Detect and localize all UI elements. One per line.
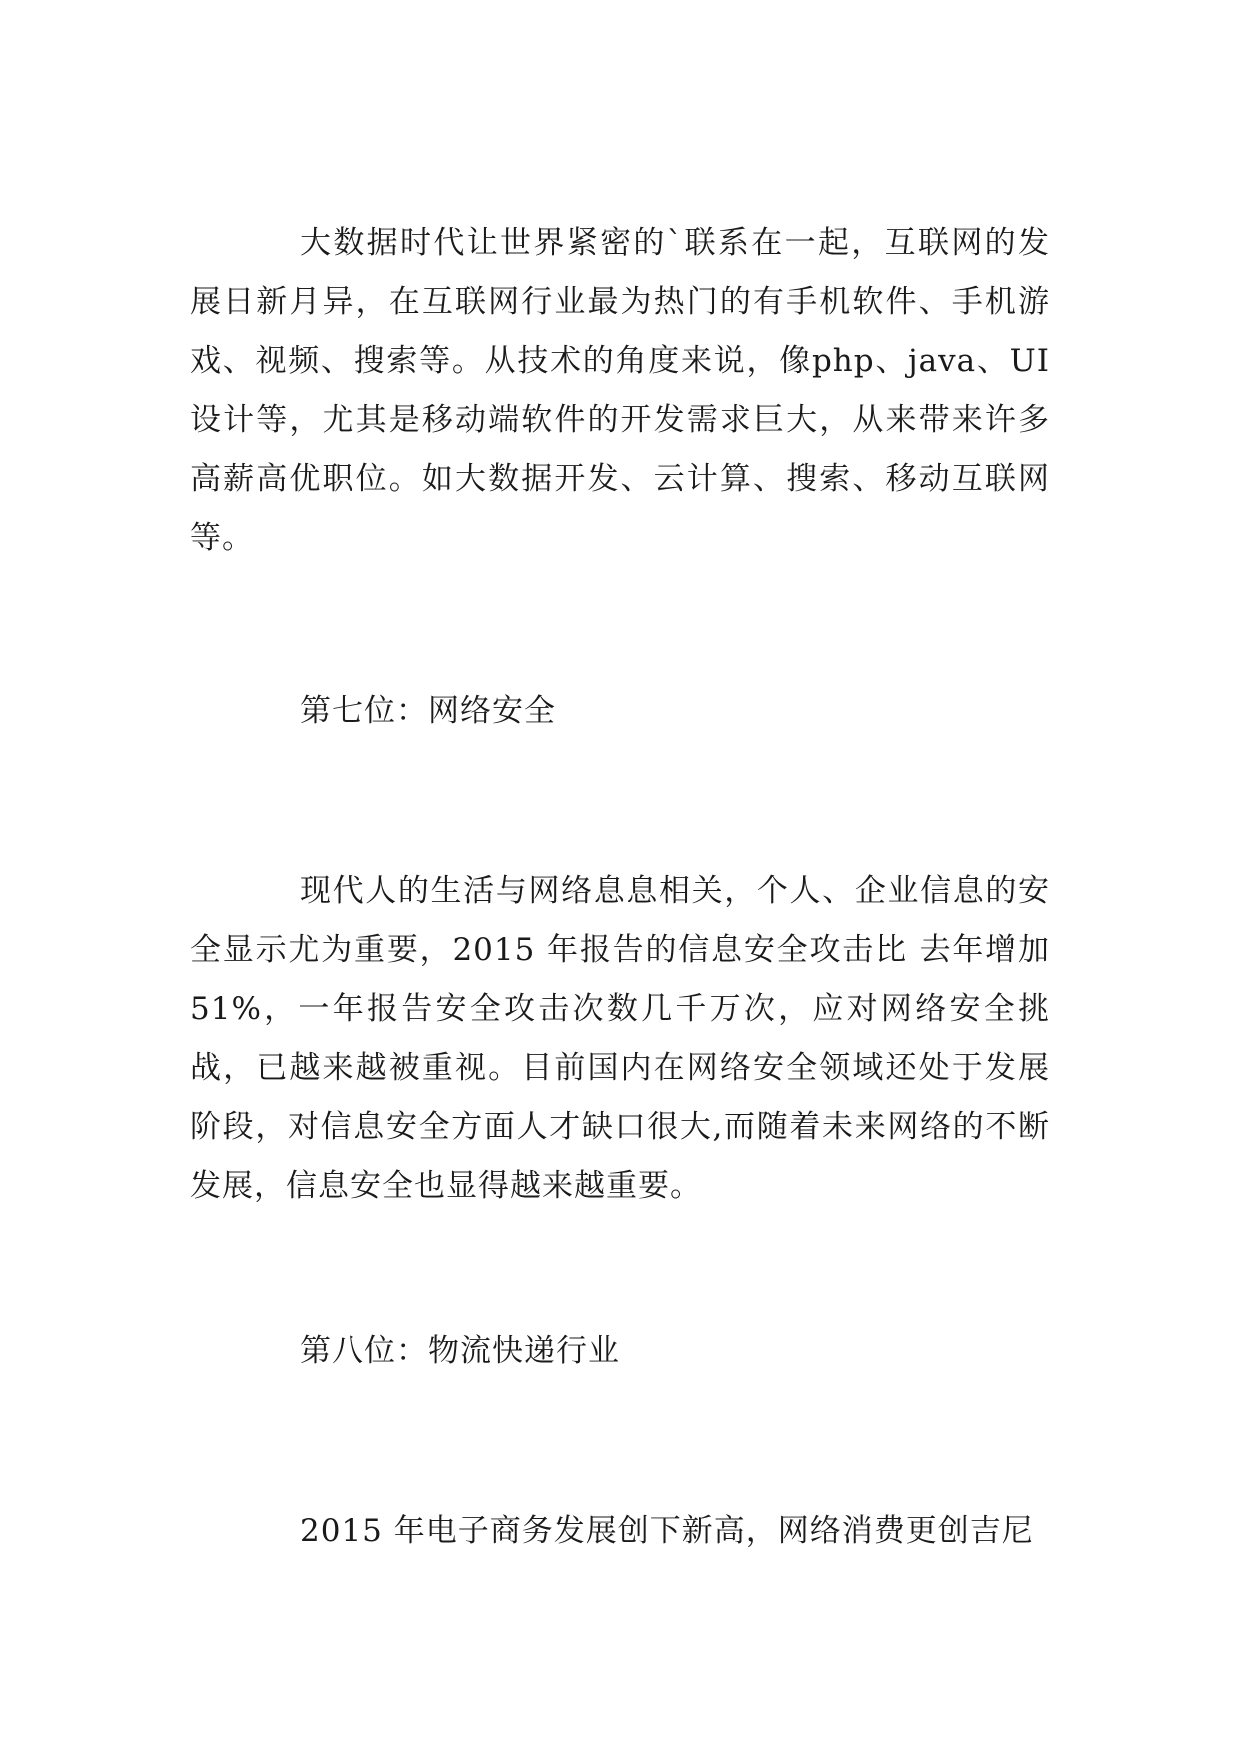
section-heading-network-security: 第七位：网络安全 bbox=[300, 693, 556, 729]
section-heading-logistics: 第八位：物流快递行业 bbox=[300, 1333, 620, 1369]
paragraph-logistics: 2015 年电子商务发展创下新高，网络消费更创吉尼 bbox=[300, 1513, 1034, 1549]
paragraph-network-security: 现代人的生活与网络息息相关，个人、企业信息的安全显示尤为重要，2015 年报告的信息安全攻击比 去年增加51%，一年报告安全攻击次数几千万次，应对网络安全挑战，已越来越被重视。目前国内在网络安全领域还处于发展阶段，对信息安全方面人才缺口很大,而随着未来网络的不断发展，信息安全也显得越来越重要。 bbox=[190, 873, 1050, 1204]
paragraph-big-data: 大数据时代让世界紧密的`联系在一起，互联网的发展日新月异，在互联网行业最为热门的有手机软件、手机游戏、视频、搜索等。从技术的角度来说，像php、java、UI设计等，尤其是移动端软件的开发需求巨大，从来带来许多高薪高优职位。如大数据开发、云计算、搜索、移动互联网等。 bbox=[190, 225, 1050, 556]
